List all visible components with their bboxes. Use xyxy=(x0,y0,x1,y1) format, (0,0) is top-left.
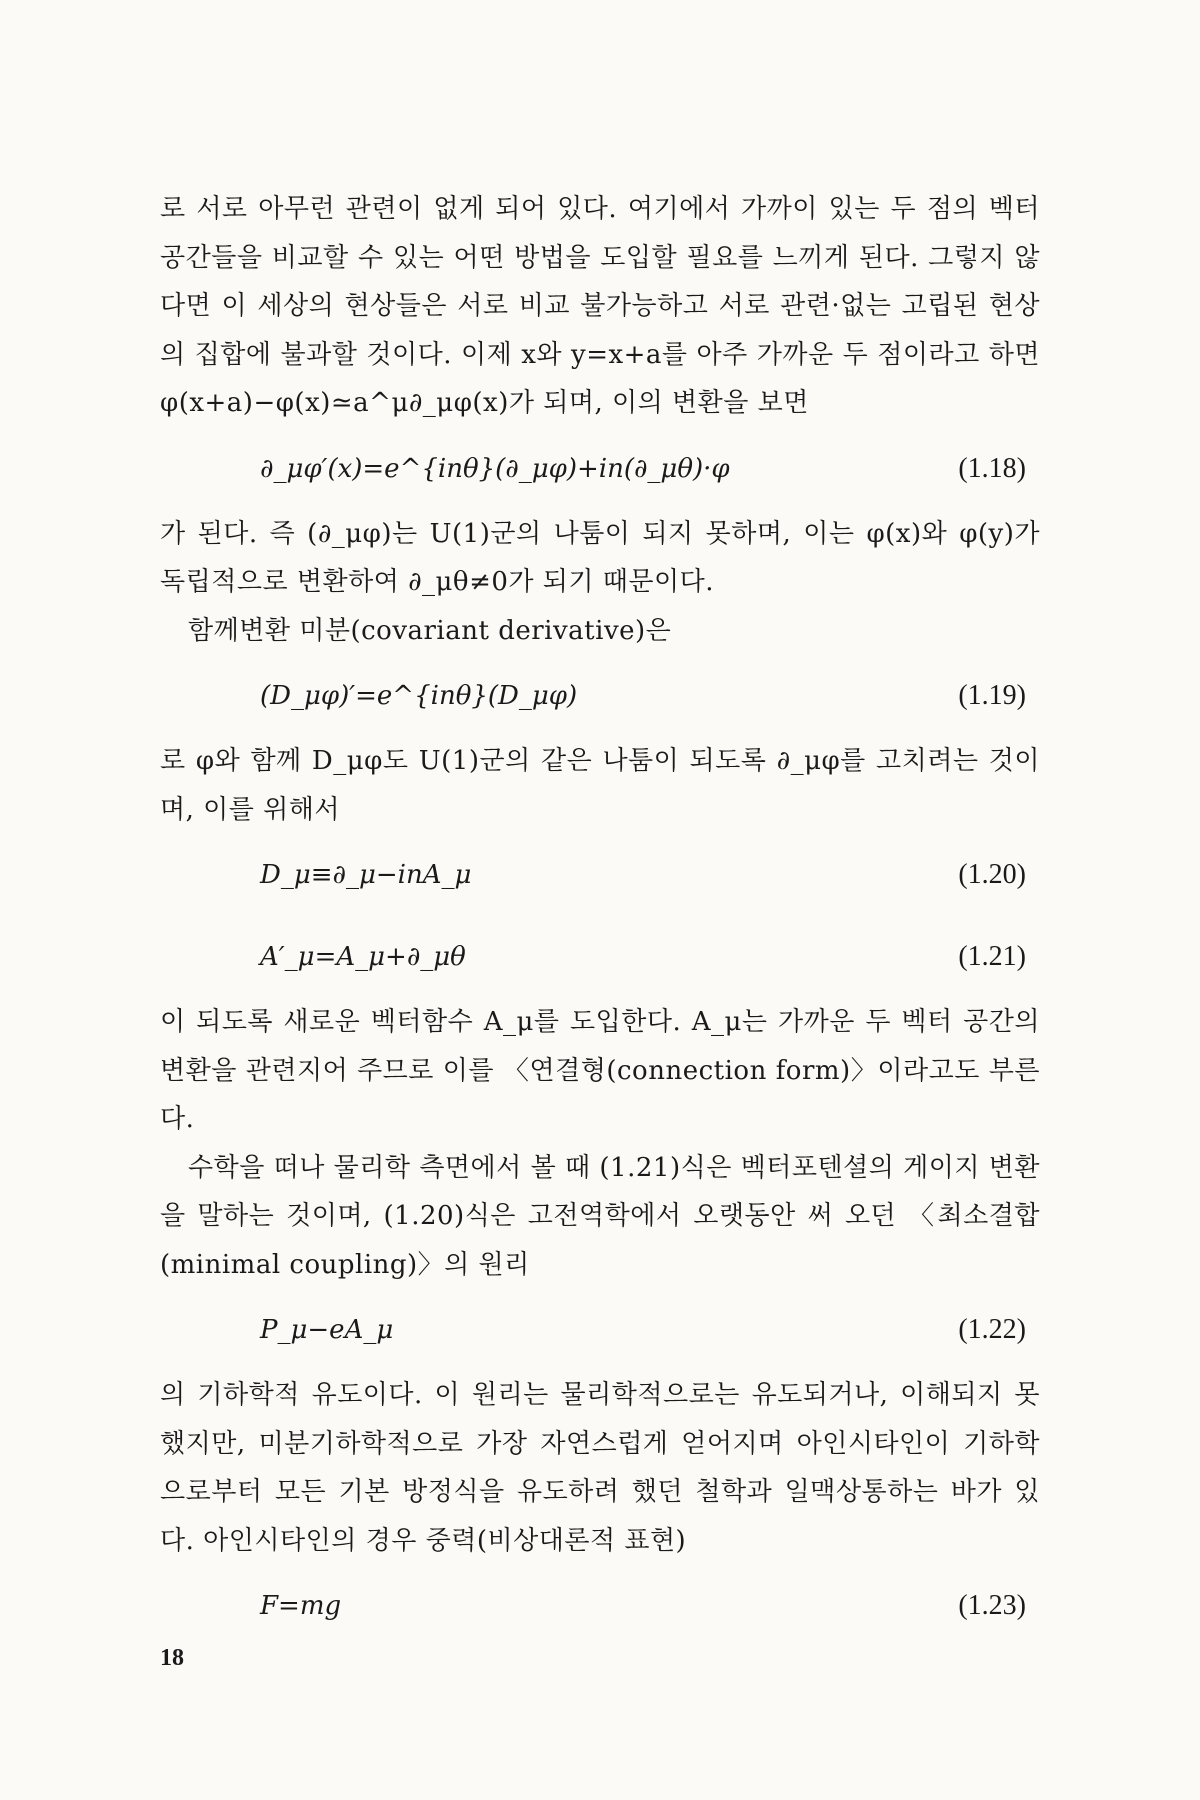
page-number: 18 xyxy=(160,1645,184,1671)
equation-number: (1.20) xyxy=(958,859,1026,890)
equation-number: (1.22) xyxy=(958,1314,1026,1345)
body-paragraph: 가 된다. 즉 (∂_μφ)는 U(1)군의 나툼이 되지 못하며, 이는 φ(x)와 φ(y)가 독립적으로 변환하여 ∂_μθ≠0가 되기 때문이다. xyxy=(160,518,1040,597)
equation-row xyxy=(160,1289,1040,1371)
body-paragraph: 로 서로 아무런 관련이 없게 되어 있다. 여기에서 가까이 있는 두 점의 벡터공간들을 비교할 수 있는 어떤 방법을 도입할 필요를 느끼게 된다. 그렇지 않다면 이 세상의 현상들은 서로 비교 불가능하고 서로 관련·없는 고립된 현상의 집합에 불과할 것이다. 이제 x와 y=x+a를 아주 가까운 두 점이라고 하면 φ(x+a)−φ(x)≃a^μ∂_μφ(x)가 되며, 이의 변환을 보면 xyxy=(160,194,1040,418)
equation-formula: (D_μφ)′=e^{inθ}(D_μφ) xyxy=(260,681,578,711)
equation-formula: A′_μ=A_μ+∂_μθ xyxy=(260,942,466,972)
body-paragraph: 수학을 떠나 물리학 측면에서 볼 때 (1.21)식은 벡터포텐셜의 게이지 변환을 말하는 것이며, (1.20)식은 고전역학에서 오랫동안 써 오던 〈최소결합(minimal coupling)〉의 원리 xyxy=(160,1152,1040,1280)
equation-number: (1.23) xyxy=(958,1590,1026,1621)
equation-formula: D_μ≡∂_μ−inA_μ xyxy=(260,860,472,890)
equation-number: (1.21) xyxy=(958,941,1026,972)
equation-number: (1.18) xyxy=(958,452,1026,484)
equation-row xyxy=(160,1565,1040,1647)
equation-row xyxy=(160,916,1040,998)
equation-row xyxy=(160,428,1040,510)
document-page xyxy=(160,185,1040,1621)
equation-formula: F=mg xyxy=(260,1591,342,1621)
equation-number: (1.19) xyxy=(958,680,1026,711)
equation-formula: P_μ−eA_μ xyxy=(260,1315,394,1345)
body-paragraph: 로 φ와 함께 D_μφ도 U(1)군의 같은 나툼이 되도록 ∂_μφ를 고치려는 것이며, 이를 위해서 xyxy=(160,746,1040,825)
body-paragraph: 이 되도록 새로운 벡터함수 A_μ를 도입한다. A_μ는 가까운 두 벡터 공간의 변환을 관련지어 주므로 이를 〈연결형(connection form)〉이라고도 부른다. xyxy=(160,1007,1040,1134)
equation-row xyxy=(160,655,1040,737)
body-paragraph: 의 기하학적 유도이다. 이 원리는 물리학적으로는 유도되거나, 이해되지 못했지만, 미분기하학적으로 가장 자연스럽게 얻어지며 아인시타인이 기하학으로부터 모든 기본 방정식을 유도하려 했던 철학과 일맥상통하는 바가 있다. 아인시타인의 경우 중력(비상대론적 표현) xyxy=(160,1380,1040,1556)
equation-row xyxy=(160,834,1040,916)
equation-formula: ∂_μφ′(x)=e^{inθ}(∂_μφ)+in(∂_μθ)·φ xyxy=(260,453,730,484)
body-paragraph: 함께변환 미분(covariant derivative)은 xyxy=(188,615,672,646)
